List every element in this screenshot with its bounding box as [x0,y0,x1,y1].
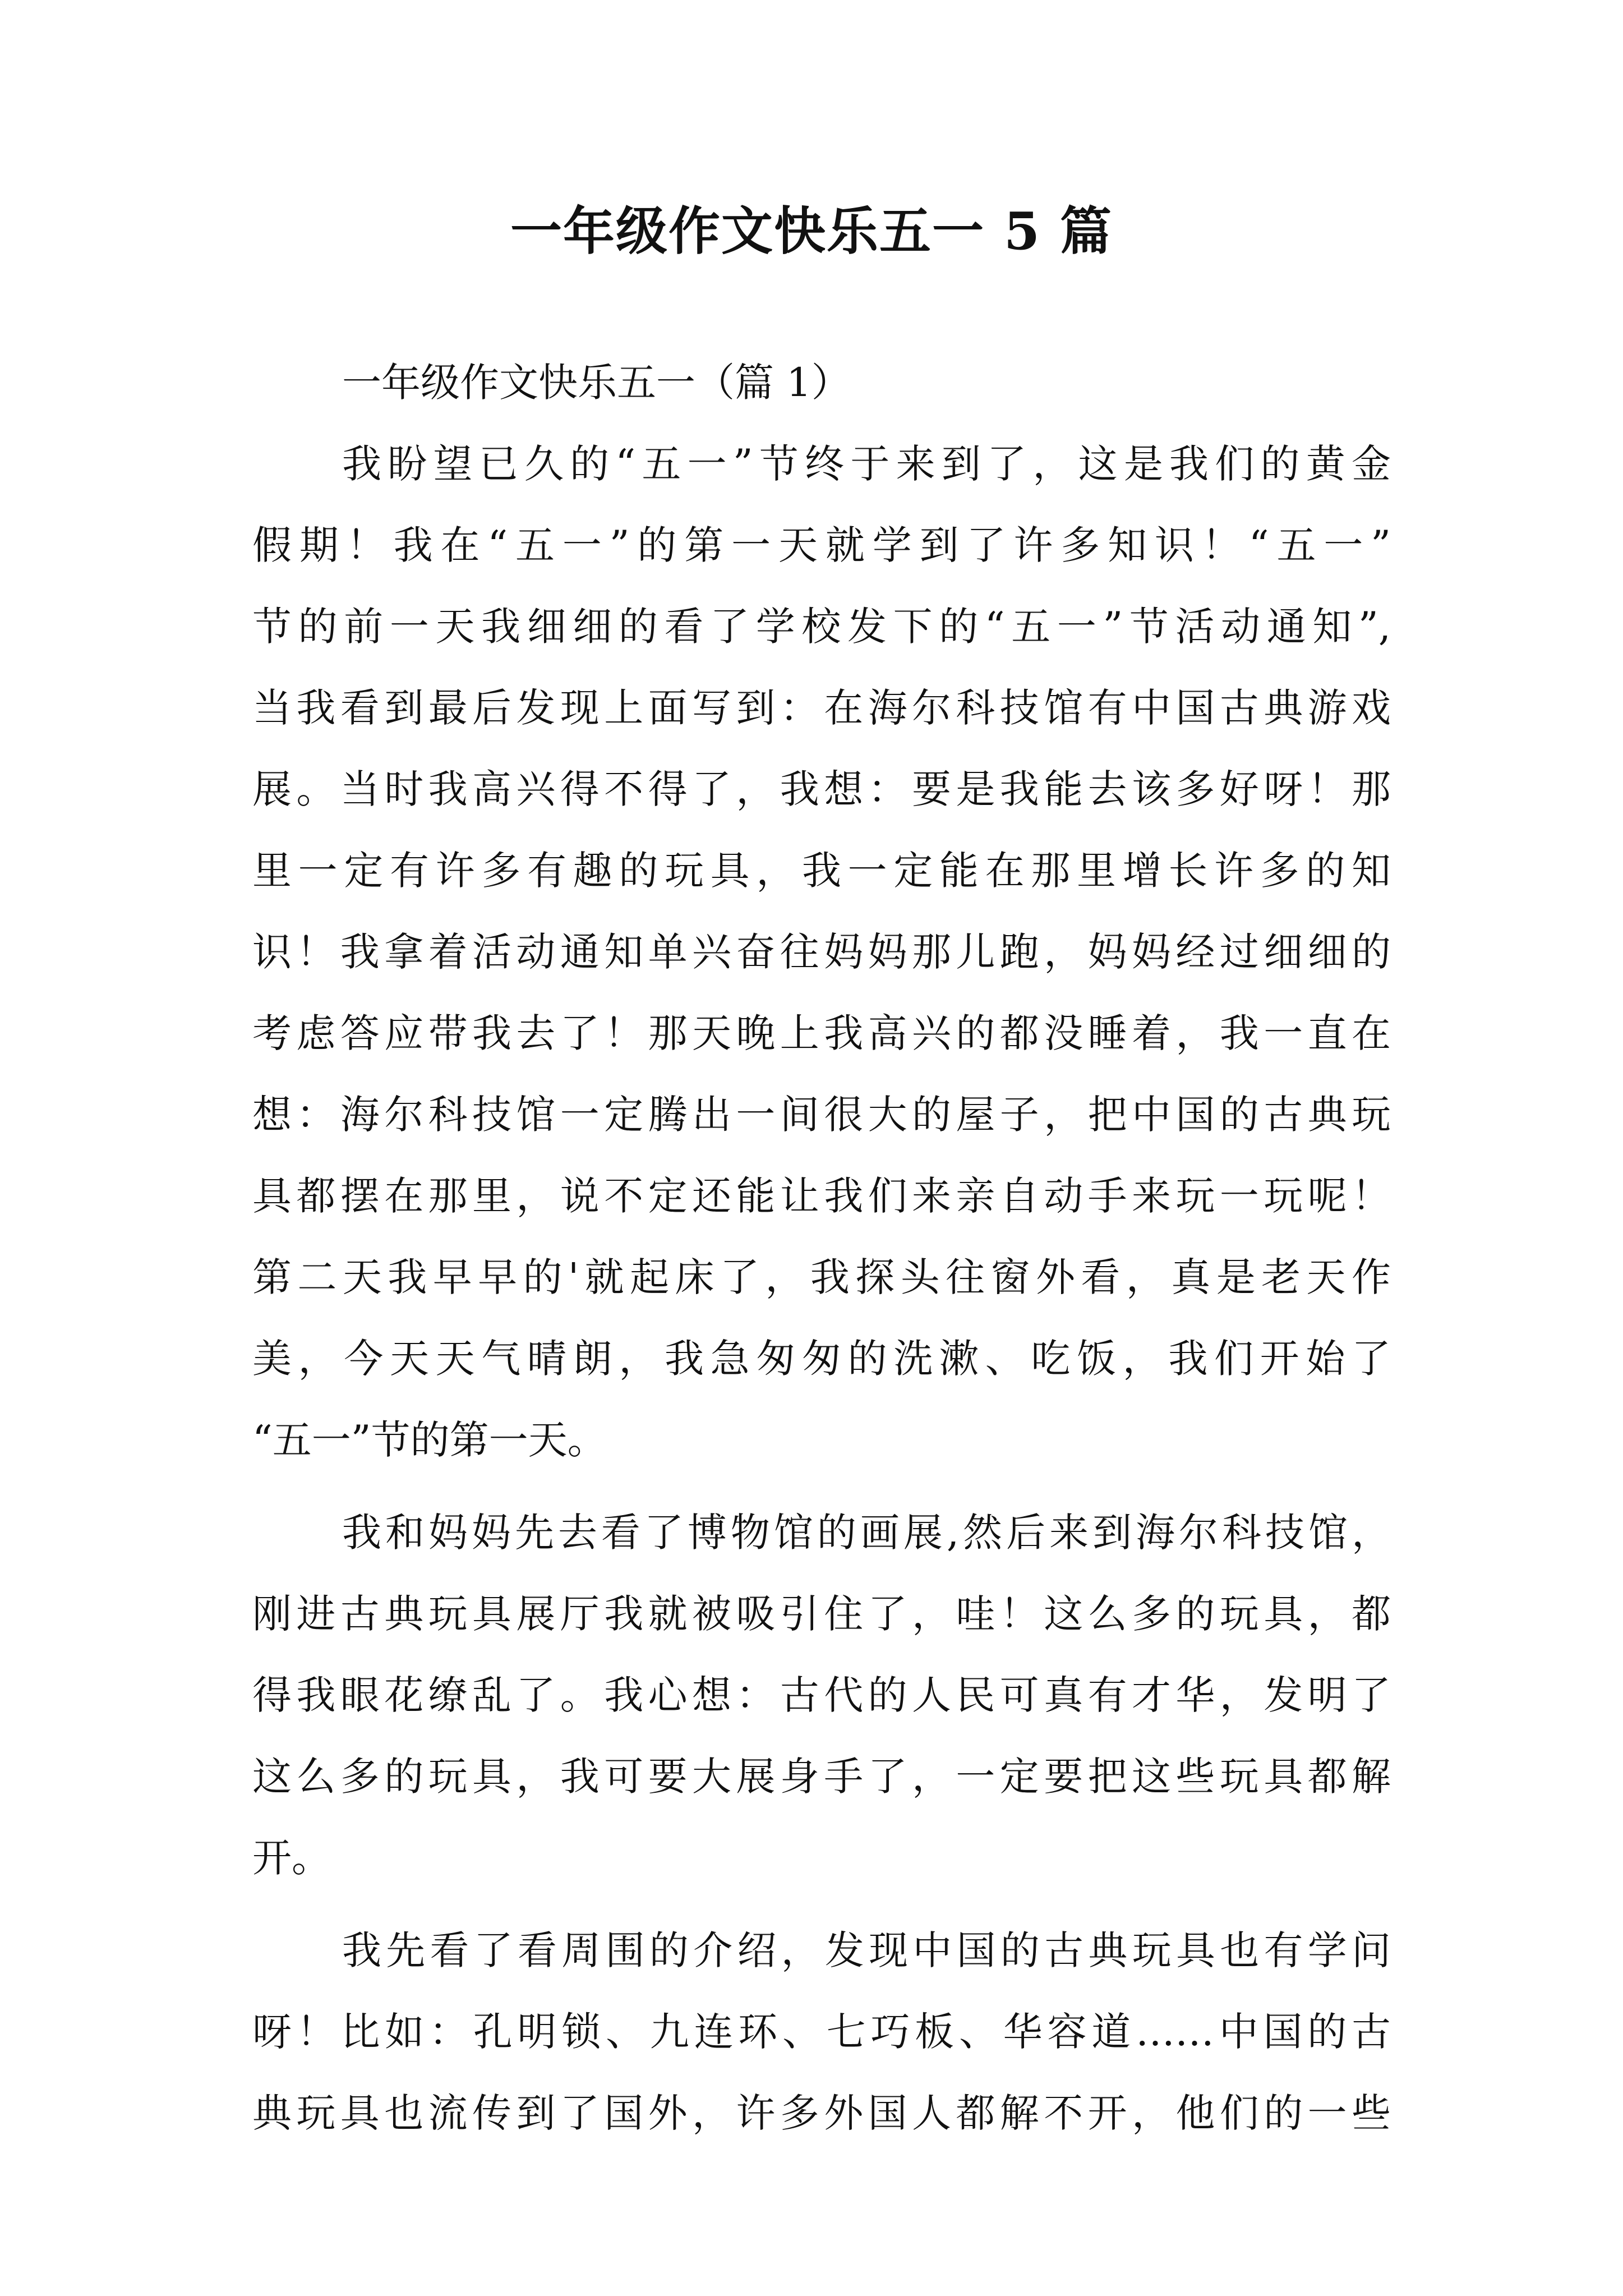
paragraph-2-line-2: 刚进古典玩具展厅我就被吸引住了，哇！这么多的玩具，都 [252,1591,1391,1637]
document-body [252,342,1391,2154]
document-title: 一年级作文快乐五一 5 篇 [510,201,1113,261]
paragraph-1-line-10: 具都摆在那里，说不定还能让我们来亲自动手来玩一玩呢！ [252,1173,1391,1219]
paragraph-1-line-5: 展。当时我高兴得不得了，我想：要是我能去该多好呀！那 [252,766,1391,812]
paragraph-3-line-3: 典玩具也流传到了国外，许多外国人都解不开，他们的一些 [252,2090,1391,2136]
paragraph-1-line-7: 识！我拿着活动通知单兴奋往妈妈那儿跑，妈妈经过细细的 [252,929,1391,975]
paragraph-1-line-4: 当我看到最后发现上面写到：在海尔科技馆有中国古典游戏 [252,685,1391,731]
paragraph-gap [252,1481,1391,1492]
paragraph-1-line-13: “五一”节的第一天。 [252,1417,607,1463]
paragraph-2-line-1: 我和妈妈先去看了博物馆的画展,然后来到海尔科技馆， [342,1510,1391,1556]
paragraph-3-line-1: 我先看了看周围的介绍，发现中国的古典玩具也有学问 [342,1927,1391,1973]
paragraph-2-line-3: 得我眼花缭乱了。我心想：古代的人民可真有才华，发明了 [252,1672,1391,1718]
paragraph-2-line-5: 开。 [252,1835,331,1881]
paragraph-1-line-9: 想：海尔科技馆一定腾出一间很大的屋子，把中国的古典玩 [252,1092,1391,1138]
section-heading: 一年级作文快乐五一（篇 1） [342,360,851,406]
paragraph-1-line-11: 第二天我早早的'就起床了，我探头往窗外看，真是老天作 [252,1254,1391,1300]
paragraph-1-line-3: 节的前一天我细细的看了学校发下的“五一”节活动通知”, [252,604,1391,650]
paragraph-2-line-4: 这么多的玩具，我可要大展身手了，一定要把这些玩具都解 [252,1754,1391,1800]
paragraph-1-line-8: 考虑答应带我去了！那天晚上我高兴的都没睡着，我一直在 [252,1010,1391,1056]
paragraph-3-line-2: 呀！比如：孔明锁、九连环、七巧板、华容道……中国的古 [252,2009,1391,2055]
paragraph-1-line-1: 我盼望已久的“五一”节终于来到了，这是我们的黄金 [342,441,1391,487]
paragraph-1-line-2: 假期！我在“五一”的第一天就学到了许多知识！“五一” [252,522,1391,568]
paragraph-1-line-12: 美，今天天气晴朗，我急匆匆的洗漱、吃饭，我们开始了 [252,1336,1391,1382]
paragraph-gap [252,1899,1391,1910]
paragraph-1-line-6: 里一定有许多有趣的玩具，我一定能在那里增长许多的知 [252,848,1391,894]
